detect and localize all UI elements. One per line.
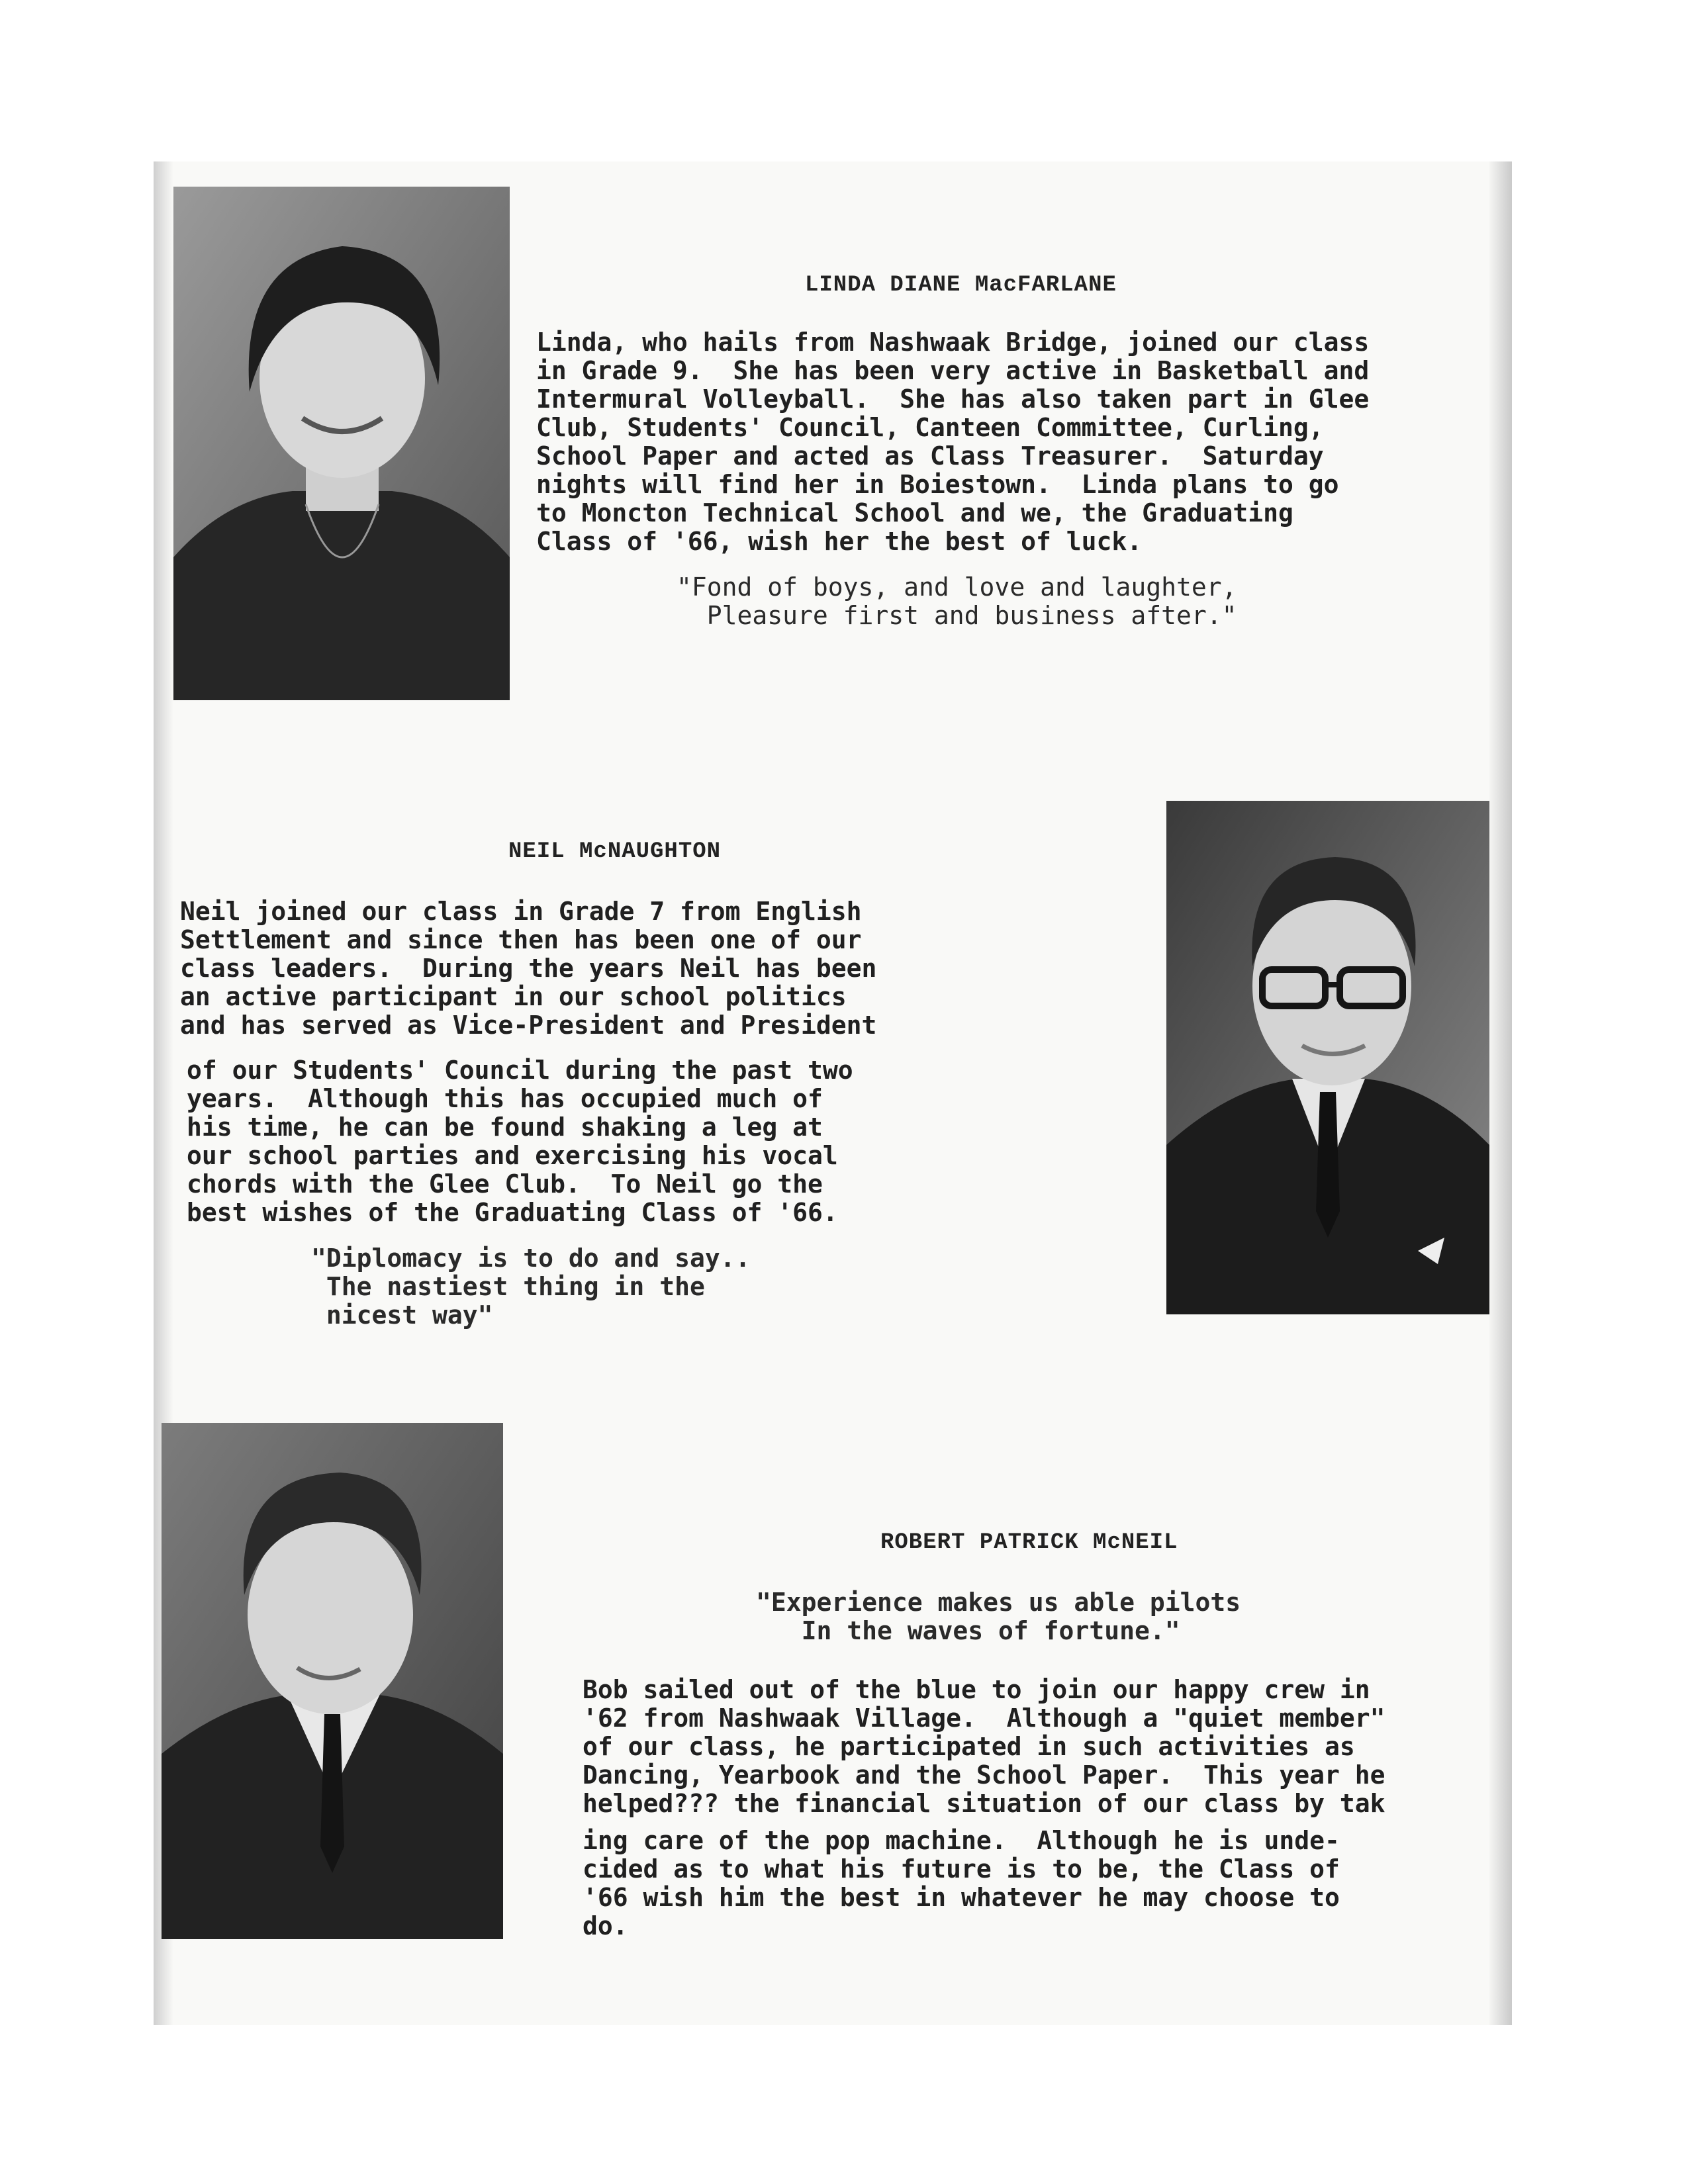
profile-bio: Bob sailed out of the blue to join our happy crew in '62 from Nashwaak Village. Although a "quiet member" of our class, he participated in such activities as Dancing, Yearbook and the School Paper. This year he helped??? the financial situation of our class by tak (583, 1675, 1385, 1818)
profile-quote: "Diplomacy is to do and say.. The nastiest thing in the nicest way" (311, 1244, 751, 1330)
profile-quote: "Experience makes us able pilots In the waves of fortune." (756, 1588, 1241, 1645)
portrait-robert-mcneil (162, 1423, 503, 1939)
profile-bio: Linda, who hails from Nashwaak Bridge, joined our class in Grade 9. She has been very active in Basketball and Intermural Volleyball. She has also taken part in Glee Club, Students' Council, Canteen Committee, Curling, School Paper and acted as Class Treasurer. Saturday nights will find her in Boiestown. Linda plans to go to Moncton Technical School and we, the Graduating Class of '66, wish her the best of luck. (536, 328, 1370, 556)
profile-name: ROBERT PATRICK McNEIL (880, 1530, 1178, 1555)
profile-bio-continued: ing care of the pop machine. Although he is unde- cided as to what his future is to be, the Class of '66 wish him the best in whatever he may choose to do. (583, 1826, 1340, 1940)
profile-bio: Neil joined our class in Grade 7 from English Settlement and since then has been one of our class leaders. During the years Neil has been an active participant in our school politics and has served as Vice-President and President (180, 897, 877, 1040)
profile-name: NEIL McNAUGHTON (508, 839, 722, 864)
portrait-linda-macfarlane (173, 187, 510, 700)
page-right-shadow (1489, 161, 1512, 2025)
profile-name: LINDA DIANE MacFARLANE (805, 273, 1117, 298)
portrait-neil-mcnaughton (1166, 801, 1489, 1314)
profile-quote: "Fond of boys, and love and laughter, Pleasure first and business after." (677, 572, 1237, 630)
profile-bio-continued: of our Students' Council during the past two years. Although this has occupied much of his time, he can be found shaking a leg at our school parties and exercising his vocal chords with the Glee Club. To Neil go the best wishes of the Graduating Class of '66. (187, 1056, 853, 1227)
